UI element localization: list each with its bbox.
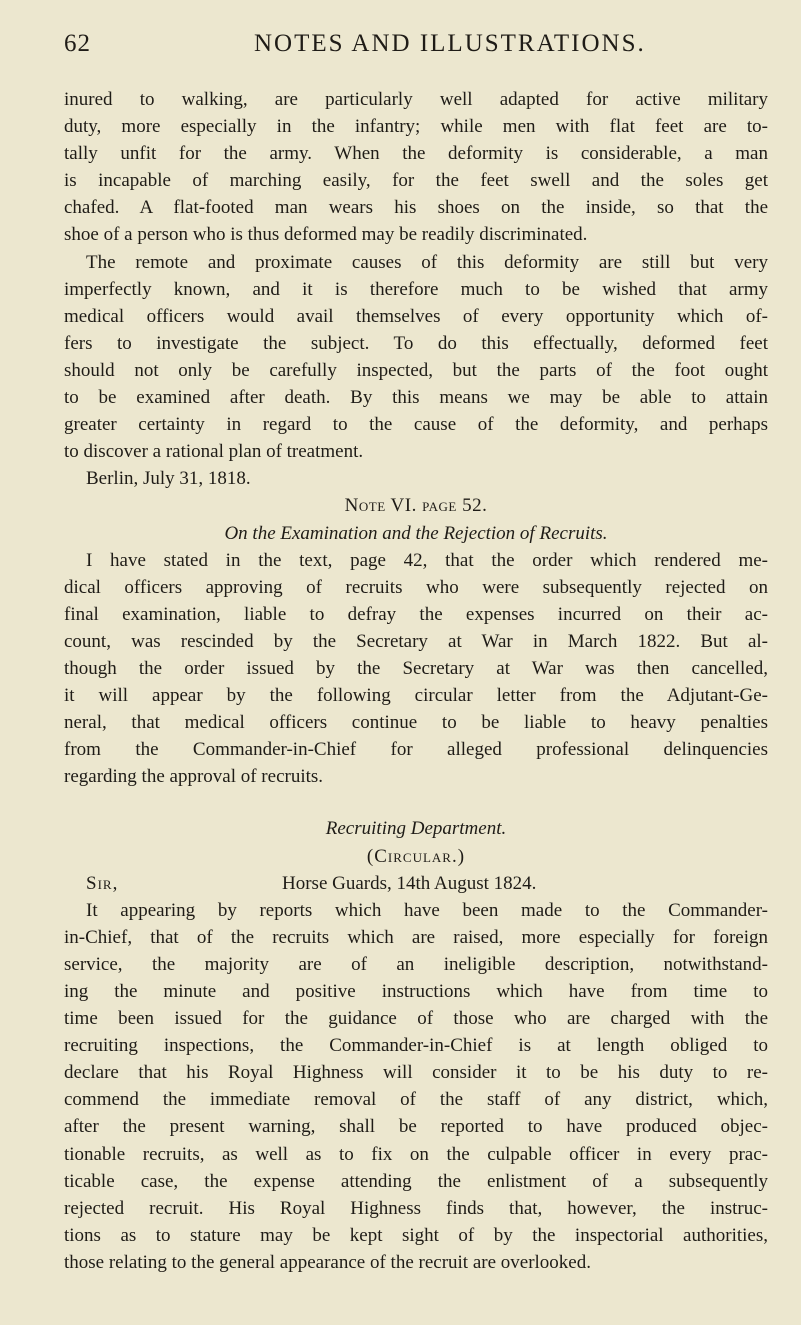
text-line: those relating to the general appearance of the recruit are overlooked.	[64, 1251, 591, 1273]
circular-title: Recruiting Department.	[325, 818, 507, 840]
text-line: imperfectly known, and it is therefore much to be wished that army	[64, 278, 768, 300]
text-line: ticable case, the expense attending the enlistment of a subsequently	[64, 1170, 768, 1192]
book-page	[64, 30, 768, 1276]
text-line: ing the minute and positive instructions which have from time to	[64, 981, 768, 1002]
section-gap	[64, 790, 768, 815]
text-line: shoe of a person who is thus deformed may be readily discriminated.	[64, 224, 588, 246]
paragraph-causes	[64, 249, 768, 466]
text-line: greater certainty in regard to the cause of the deformity, and perhaps	[64, 414, 768, 436]
paragraph-flat-feet	[64, 86, 768, 249]
text-line: commend the immediate removal of the staff of any district, which,	[64, 1089, 768, 1111]
text-line: to discover a rational plan of treatment.	[64, 441, 364, 463]
page-header	[64, 30, 768, 64]
text-line: chafed. A flat-footed man wears his shoes on the inside, so that the	[64, 197, 768, 219]
note-subtitle: On the Examination and the Rejection of Recruits.	[224, 522, 608, 544]
letter-address: Horse Guards, 14th August 1824.	[282, 872, 537, 894]
text-line: after the present warning, shall be reported to have produced objec-	[64, 1116, 768, 1138]
text-line: It appearing by reports which have been made to the Commander-	[86, 899, 768, 921]
text-line: it will appear by the following circular letter from the Adjutant-Ge-	[64, 685, 768, 707]
text-line: though the order issued by the Secretary at War was then cancelled,	[64, 657, 768, 679]
salutation: Sir,	[86, 872, 119, 894]
paragraph-circular-letter	[64, 897, 768, 1276]
dateline: Berlin, July 31, 1818.	[86, 468, 251, 490]
text-line: tally unfit for the army. When the deformity is considerable, a man	[64, 143, 768, 165]
text-line: regarding the approval of recruits.	[64, 766, 324, 788]
text-line: from the Commander-in-Chief for alleged professional delinquencies	[64, 739, 768, 761]
text-line: fers to investigate the subject. To do this effectually, deformed feet	[64, 332, 768, 354]
running-head: NOTES AND ILLUSTRATIONS.	[254, 30, 646, 57]
text-line: to be examined after death. By this means we may be able to attain	[64, 387, 768, 409]
text-line: dical officers approving of recruits who were subsequently rejected on	[64, 576, 768, 598]
text-line: tionable recruits, as well as to fix on the culpable officer in every prac-	[64, 1143, 768, 1165]
text-line: recruiting inspections, the Commander-in-Chief is at length obliged to	[64, 1035, 768, 1057]
text-line: medical officers would avail themselves of every opportunity which of-	[64, 305, 768, 327]
salutation-row	[64, 870, 768, 897]
text-line: final examination, liable to defray the expenses incurred on their ac-	[64, 603, 768, 625]
text-line: rejected recruit. His Royal Highness finds that, however, the instruc-	[64, 1197, 768, 1219]
text-line: declare that his Royal Highness will consider it to be his duty to re-	[64, 1062, 768, 1084]
text-line: tions as to stature may be kept sight of by the inspectorial authorities,	[64, 1224, 768, 1246]
circular-label: (Circular.)	[366, 845, 466, 867]
text-line: count, was rescinded by the Secretary at War in March 1822. But al-	[64, 630, 768, 652]
note-heading: Note VI. page 52.	[344, 495, 488, 517]
text-line: inured to walking, are particularly well adapted for active military	[64, 89, 768, 110]
paragraph-rejection	[64, 547, 768, 791]
text-line: in-Chief, that of the recruits which are raised, more especially for foreign	[64, 926, 768, 948]
text-line: duty, more especially in the infantry; while men with flat feet are to-	[64, 116, 768, 138]
text-line: service, the majority are of an ineligible description, notwithstand-	[64, 953, 768, 975]
text-line: The remote and proximate causes of this deformity are still but very	[86, 251, 768, 273]
text-line: is incapable of marching easily, for the feet swell and the soles get	[64, 170, 768, 192]
page-number: 62	[64, 30, 91, 57]
text-line: time been issued for the guidance of those who are charged with the	[64, 1008, 768, 1030]
text-line: I have stated in the text, page 42, that the order which rendered me-	[86, 549, 768, 571]
text-line: neral, that medical officers continue to be liable to heavy penalties	[64, 712, 768, 734]
text-line: should not only be carefully inspected, but the parts of the foot ought	[64, 359, 768, 381]
